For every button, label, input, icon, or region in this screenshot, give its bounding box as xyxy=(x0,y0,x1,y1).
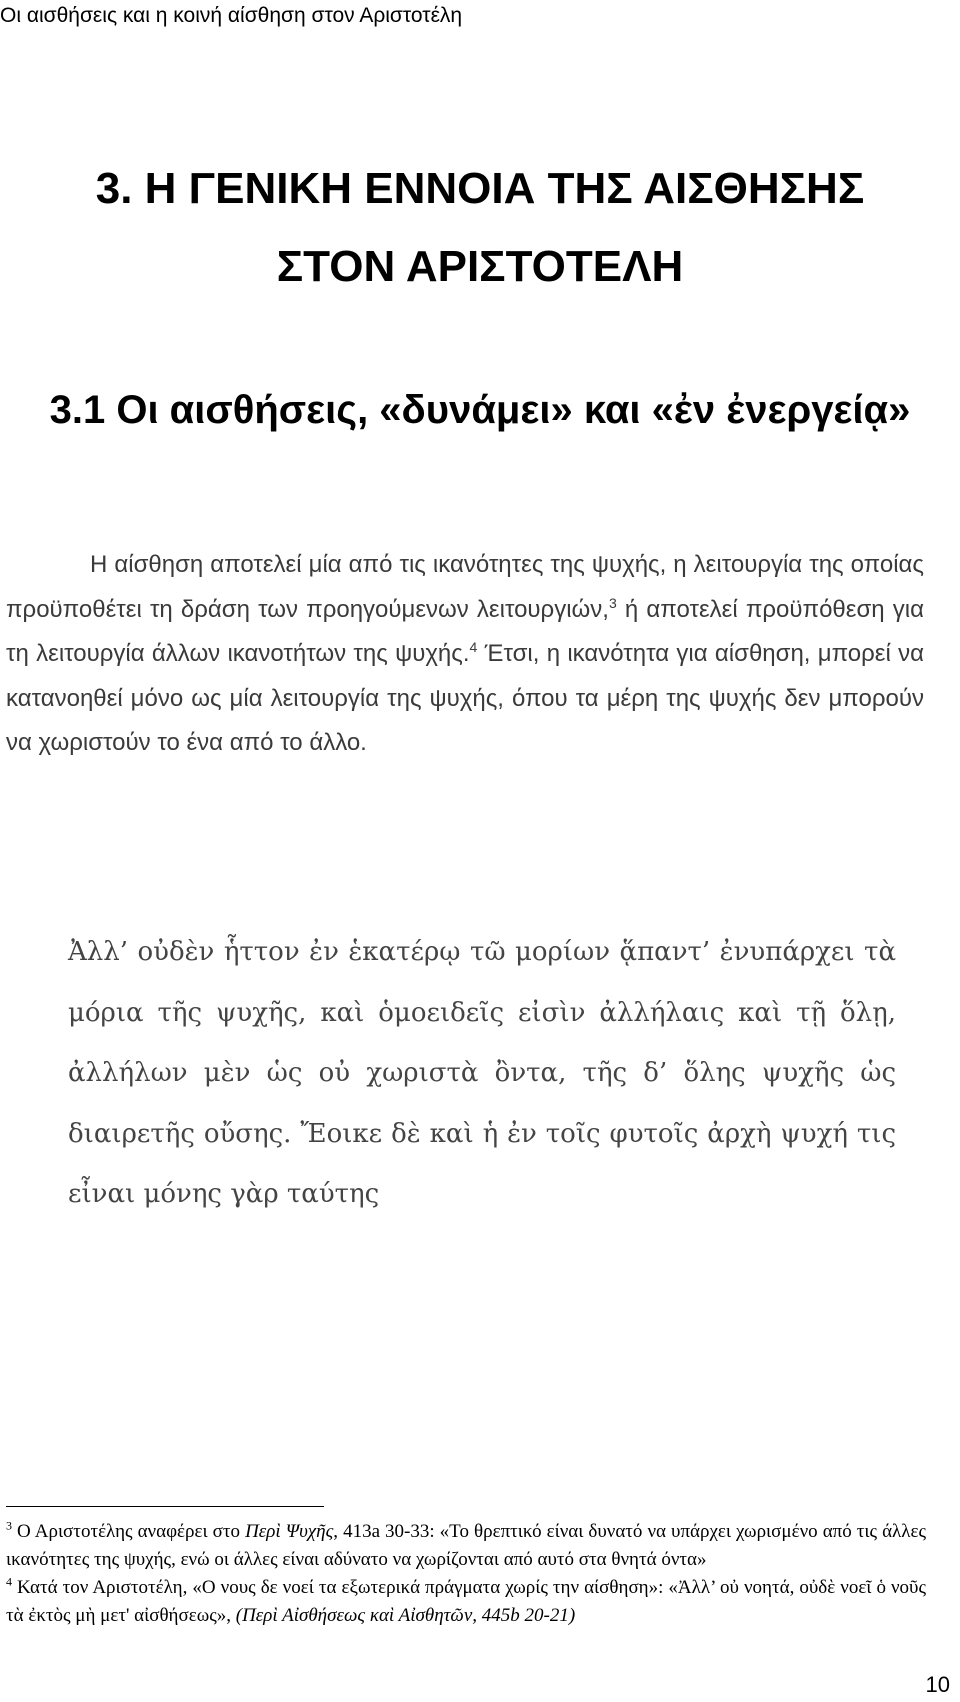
footnotes xyxy=(6,1518,926,1630)
body-text-part-1: Η αίσθηση αποτελεί μία από τις ικανότητες της ψυχής, η λειτουργία της οποίας προϋποθέτει τη δράση των προηγούμενων λειτουργιών, xyxy=(6,551,924,623)
body-paragraph xyxy=(6,543,924,766)
running-header: Οι αισθήσεις και η κοινή αίσθηση στον Αριστοτέλη xyxy=(0,4,463,27)
chapter-title-line-2: ΣΤΟΝ ΑΡΙΣΤΟΤΕΛΗ xyxy=(276,242,684,291)
section-title: 3.1 Οι αισθήσεις, «δυνάμει» και «ἐν ἐνεργείᾳ» xyxy=(49,388,911,432)
footnote-3-work-title: Περὶ Ψυχῆς xyxy=(245,1521,334,1542)
footnote-ref-4[interactable]: 4 xyxy=(469,639,478,655)
chapter-title xyxy=(0,150,960,306)
footnote-3-number: 3 xyxy=(6,1518,12,1533)
footnote-4-text-a: Κατά τον Αριστοτέλη, «Ο νους δε νοεί τα εξωτερικά πράγματα χωρίς την αίσθηση»: «Ἀλλ’ οὐ νοητά, οὐδὲ νοεῖ ὁ νοῦς τὰ ἐκτὸς μὴ μετ' αἰσθήσεως», xyxy=(6,1577,926,1626)
footnote-4 xyxy=(6,1574,926,1630)
page-number: 10 xyxy=(925,1672,950,1697)
footnote-3-text-b: , 413a 30-33: «Το θρεπτικό είναι δυνατό να υπάρχει χωρισμένο από τις άλλες ικανότητες της ψυχής, ενώ οι άλλες είναι αδύνατο να χωρίζονται από αυτό στα θνητά όντα» xyxy=(6,1521,926,1570)
footnote-4-work-title: (Περὶ Αἰσθήσεως καὶ Αἰσθητῶν, 445b 20-21) xyxy=(235,1605,576,1626)
footnote-divider xyxy=(6,1506,324,1507)
footnote-3-text-a: Ο Αριστοτέλης αναφέρει στο xyxy=(12,1521,246,1542)
footnote-4-number: 4 xyxy=(6,1574,12,1589)
footnote-ref-3[interactable]: 3 xyxy=(608,594,617,611)
body-text-part-2: ή αποτελεί προϋπόθεση για τη λειτουργία άλλων ικανοτήτων της ψυχής. xyxy=(6,595,924,667)
greek-quote: Ἀλλ’ οὐδὲν ἧττον ἐν ἑκατέρῳ τῶ μορίων ᾅπαντ’ ἐνυπάρχει τὰ μόρια τῆς ψυχῆς, καὶ ὁμοειδεῖς εἰσὶν ἀλλήλαις καὶ τῇ ὅλῃ, ἀλλήλων μὲν ὡς οὐ χωριστὰ ὂντα, τῆς δ’ ὅλης ψυχῆς ὡς διαιρετῆς οὔσης. Ἔοικε δὲ καὶ ἡ ἐν τοῖς φυτοῖς ἀρχὴ ψυχή τις εἶναι μόνης γὰρ ταύτης xyxy=(68,937,896,1209)
footnote-3 xyxy=(6,1518,926,1574)
body-text-part-3: Έτσι, η ικανότητα για αίσθηση, μπορεί να κατανοηθεί μόνο ως μία λειτουργία της ψυχής, όπου τα μέρη της ψυχής δεν μπορούν να χωριστούν το ένα από το άλλο. xyxy=(6,640,925,756)
chapter-title-line-1: 3. Η ΓΕΝΙΚΗ ΕΝΝΟΙΑ ΤΗΣ ΑΙΣΘΗΣΗΣ xyxy=(95,164,865,213)
